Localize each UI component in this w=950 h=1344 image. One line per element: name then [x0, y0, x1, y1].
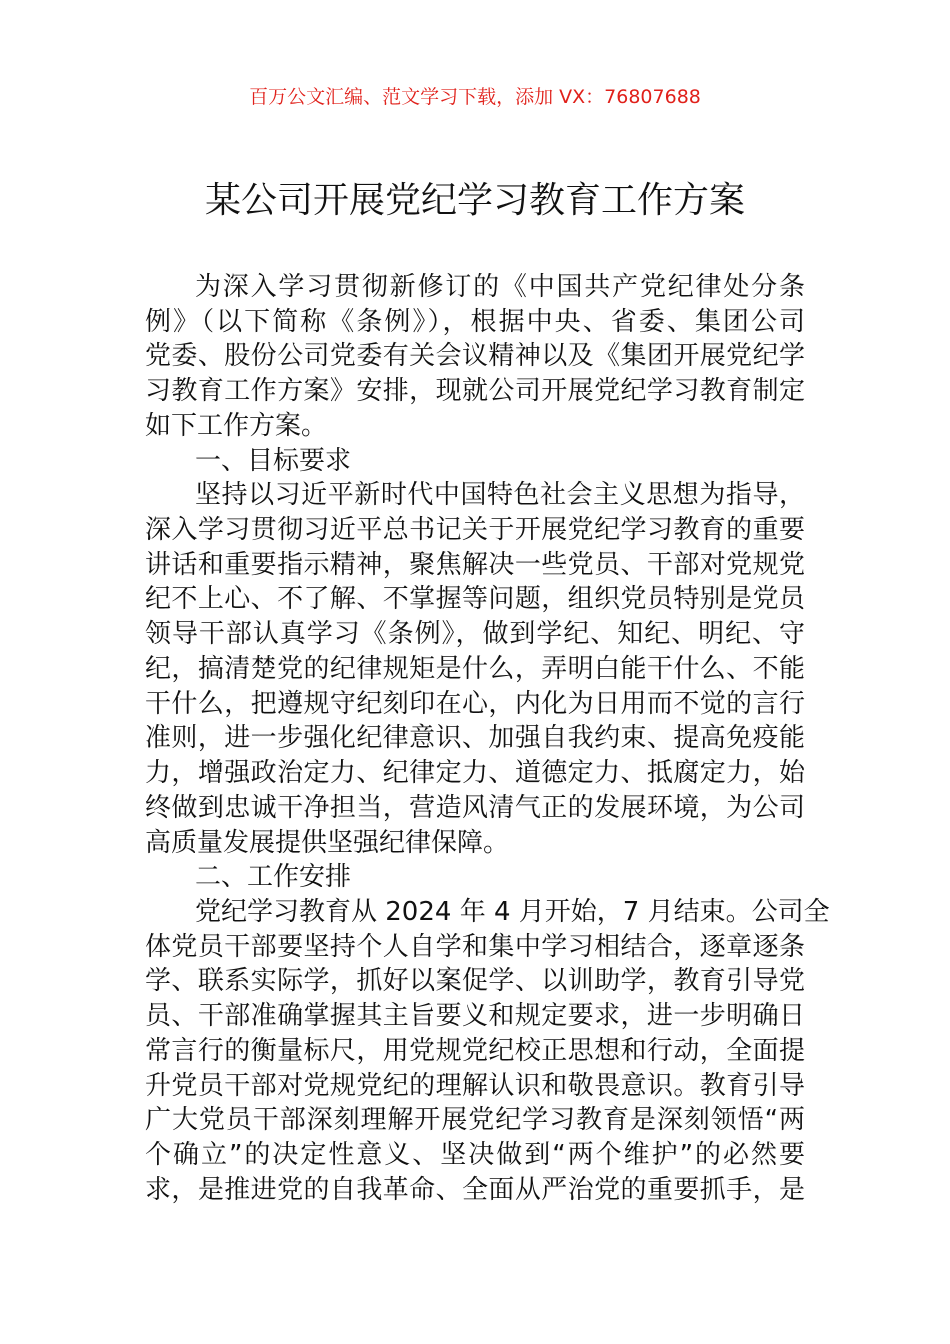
text-line: 纪，搞清楚党的纪律规矩是什么，弄明白能干什么、不能: [145, 653, 805, 684]
section-heading: [145, 444, 805, 479]
watermark-header: 百万公文汇编、范文学习下载，添加 VX：76807688: [249, 86, 701, 108]
text-line: 领导干部认真学习《条例》，做到学纪、知纪、明纪、守: [145, 619, 805, 650]
text-line: 深入学习贯彻习近平总书记关于开展党纪学习教育的重要: [145, 515, 805, 546]
paragraph: [145, 895, 830, 1207]
text-line: 干什么，把遵规守纪刻印在心，内化为日用而不觉的言行: [145, 688, 805, 719]
text-line: 高质量发展提供坚强纪律保障。: [145, 827, 510, 858]
text-line: 力，增强政治定力、纪律定力、道德定力、抵腐定力，始: [145, 758, 805, 789]
document-title: 某公司开展党纪学习教育工作方案: [204, 180, 745, 221]
text-line: 讲话和重要指示精神，聚焦解决一些党员、干部对党规党: [145, 549, 805, 580]
text-line: 一、目标要求: [195, 445, 352, 476]
text-line: 党委、股份公司党委有关会议精神以及《集团开展党纪学: [145, 341, 805, 372]
text-line: 准则，进一步强化纪律意识、加强自我约束、提高免疫能: [145, 723, 805, 754]
text-line: 广大党员干部深刻理解开展党纪学习教育是深刻领悟“两: [145, 1105, 805, 1136]
text-line: 常言行的衡量标尺，用党规党纪校正思想和行动，全面提: [145, 1035, 805, 1066]
text-line: 二、工作安排: [195, 862, 352, 893]
text-line: 求，是推进党的自我革命、全面从严治党的重要抓手，是: [145, 1174, 805, 1205]
text-line: 体党员干部要坚持个人自学和集中学习相结合，逐章逐条: [145, 931, 805, 962]
text-line: 纪不上心、不了解、不掌握等问题，组织党员特别是党员: [145, 584, 805, 615]
text-line: 为深入学习贯彻新修订的《中国共产党纪律处分条: [195, 272, 805, 302]
paragraph: [145, 478, 805, 860]
text-line: 习教育工作方案》安排，现就公司开展党纪学习教育制定: [145, 376, 805, 407]
text-line: 个确立”的决定性意义、坚决做到“两个维护”的必然要: [145, 1139, 805, 1170]
text-line: 升党员干部对党规党纪的理解认识和敬畏意识。教育引导: [145, 1070, 805, 1101]
section-heading: [145, 860, 805, 895]
text-line: 员、干部准确掌握其主旨要义和规定要求，进一步明确日: [145, 1001, 805, 1032]
text-line: 例》（以下简称《条例》），根据中央、省委、集团公司: [145, 306, 805, 337]
text-line: 终做到忠诚干净担当，营造风清气正的发展环境，为公司: [145, 792, 805, 823]
text-line: 学、联系实际学，抓好以案促学、以训助学，教育引导党: [145, 966, 805, 997]
text-line: 如下工作方案。: [145, 410, 328, 441]
paragraph: [145, 270, 805, 444]
text-line: 党纪学习教育从 2024 年 4 月开始，7 月结束。公司全: [195, 896, 830, 927]
text-line: 坚持以习近平新时代中国特色社会主义思想为指导，: [195, 480, 805, 511]
document-body: [145, 270, 830, 1207]
